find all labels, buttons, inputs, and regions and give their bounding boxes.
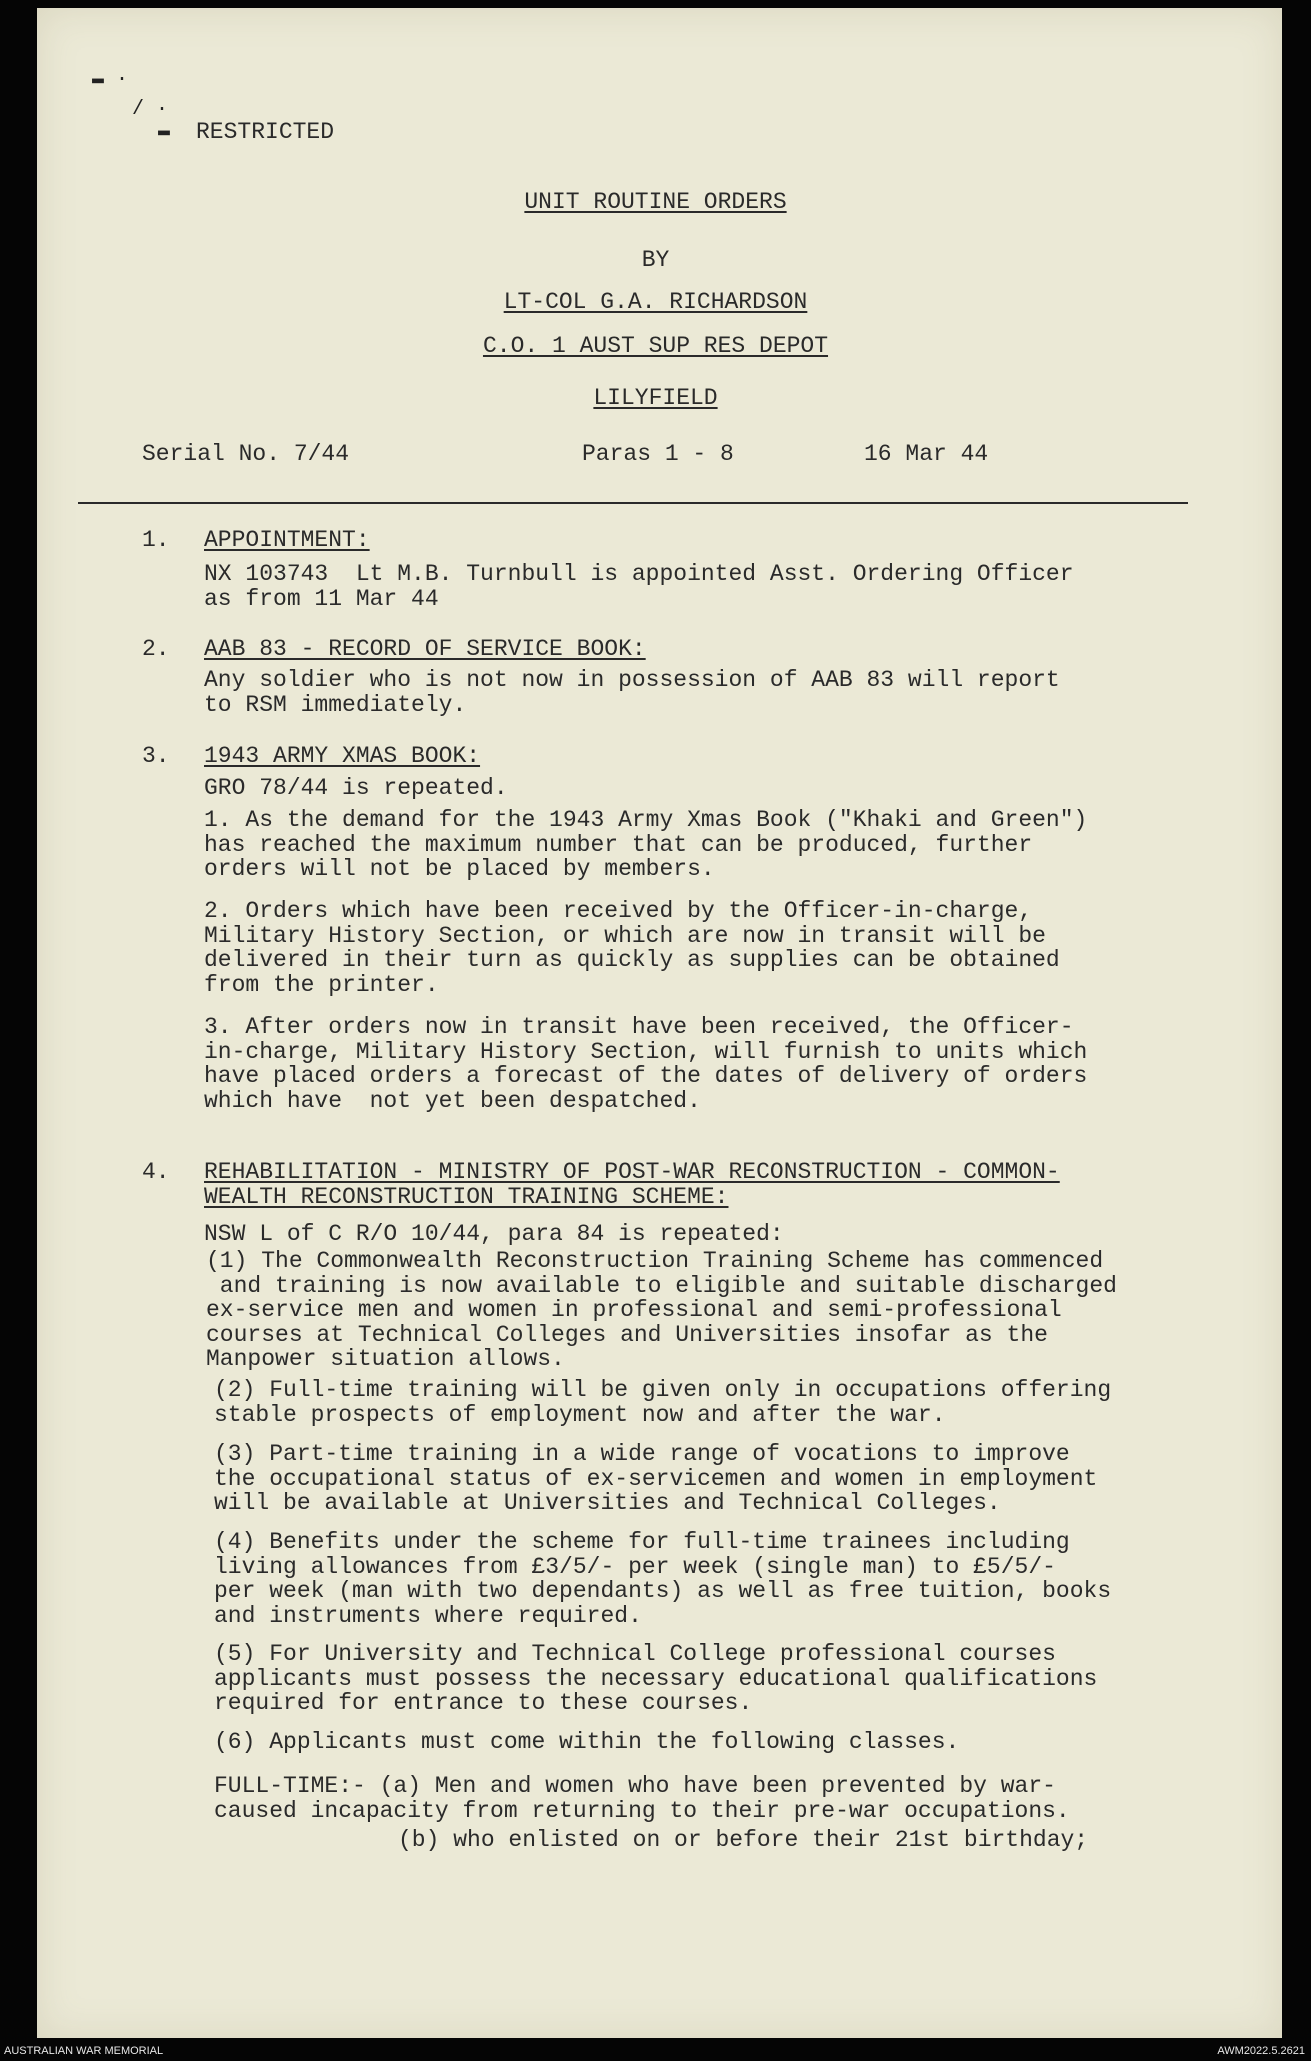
para-item: (5) For University and Technical College professional courses applicants must possess the necessary educational qualifications required for entrance to these courses.	[214, 1641, 1098, 1716]
para-item: 1. As the demand for the 1943 Army Xmas Book ("Khaki and Green") has reached the maximum number that can be produced, further orders will not be placed by members.	[204, 807, 1088, 882]
para-text: NX 103743 Lt M.B. Turnbull is appointed Asst. Ordering Officer as from 11 Mar 44	[204, 561, 1074, 612]
order-date: 16 Mar 44	[864, 441, 989, 467]
para-number: 4.	[142, 1159, 170, 1185]
para-intro: GRO 78/44 is repeated.	[204, 775, 508, 801]
location: LILYFIELD	[593, 385, 718, 411]
classification: RESTRICTED	[196, 119, 335, 145]
para-heading: REHABILITATION - MINISTRY OF POST-WAR RECONSTRUCTION - COMMON- WEALTH RECONSTRUCTION TRAINING SCHEME:	[204, 1159, 1060, 1210]
footer-credit: AUSTRALIAN WAR MEMORIAL	[4, 2045, 164, 2057]
para-intro: NSW L of C R/O 10/44, para 84 is repeated:	[204, 1221, 784, 1247]
ink-mark: / ·	[132, 98, 169, 121]
para-number: 2.	[142, 636, 170, 662]
para-number: 3.	[142, 743, 170, 769]
para-item: (3) Part-time training in a wide range of vocations to improve the occupational status of ex-servicemen and women in employment will be available at Universities and Technical Colleges.	[214, 1441, 1098, 1516]
para-heading: 1943 ARMY XMAS BOOK:	[204, 743, 481, 769]
header-divider	[78, 502, 1188, 504]
para-heading: AAB 83 - RECORD OF SERVICE BOOK:	[204, 636, 646, 662]
document-title: UNIT ROUTINE ORDERS	[524, 189, 787, 215]
ink-mark: ▬ ·	[92, 68, 129, 91]
para-item: (6) Applicants must come within the following classes.	[214, 1729, 960, 1755]
unit-name: C.O. 1 AUST SUP RES DEPOT	[482, 333, 829, 359]
serial-number: Serial No. 7/44	[142, 441, 350, 467]
para-item: FULL-TIME:- (a) Men and women who have been prevented by war- caused incapacity from returning to their pre-war occupations.	[214, 1773, 1070, 1824]
para-item: (4) Benefits under the scheme for full-time trainees including living allowances from £3/5/- per week (single man) to £5/5/- per week (man with two dependants) as well as free tuition, books and instruments where required.	[214, 1529, 1112, 1629]
para-item: 3. After orders now in transit have been received, the Officer- in-charge, Military History Section, will furnish to units which have placed orders a forecast of the dates of delivery of orders which have not yet been despatched.	[204, 1014, 1088, 1114]
para-item: (b) who enlisted on or before their 21st birthday;	[398, 1827, 1089, 1853]
para-number: 1.	[142, 527, 170, 553]
para-item: (1) The Commonwealth Reconstruction Training Scheme has commenced and training is now available to eligible and suitable discharged ex-service men and women in professional and semi-professional courses at Technical Colleges and Universities insofar as the Manpower situation allows.	[206, 1248, 1117, 1372]
commander: LT-COL G.A. RICHARDSON	[503, 289, 808, 315]
footer-bar	[0, 2041, 1311, 2061]
paras-range: Paras 1 - 8	[582, 441, 734, 467]
footer-accession: AWM2022.5.2621	[1217, 2045, 1305, 2057]
para-text: Any soldier who is not now in possession of AAB 83 will report to RSM immediately.	[204, 667, 1060, 718]
by-line: BY	[641, 247, 670, 273]
para-heading: APPOINTMENT:	[204, 527, 370, 553]
ink-mark: ▬	[158, 120, 171, 143]
para-item: (2) Full-time training will be given only in occupations offering stable prospects of employment now and after the war.	[214, 1377, 1112, 1428]
para-item: 2. Orders which have been received by the Officer-in-charge, Military History Section, or which are now in transit will be delivered in their turn as quickly as supplies can be obtained from the printer.	[204, 898, 1060, 998]
